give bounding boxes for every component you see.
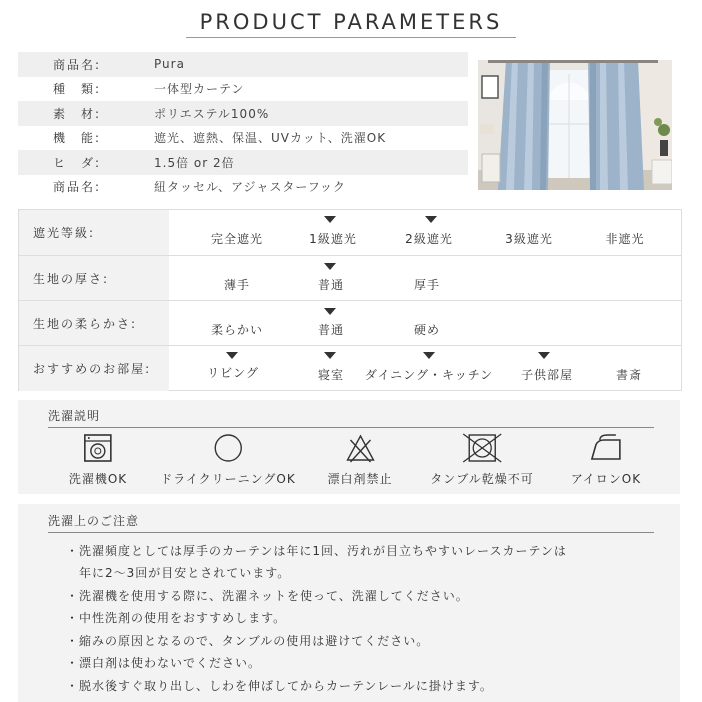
scale-option: 2級遮光 xyxy=(405,232,453,246)
spec-value: Pura xyxy=(154,57,185,72)
selected-marker-icon xyxy=(226,352,238,359)
scale-option: 硬め xyxy=(413,323,441,337)
spec-row-type xyxy=(18,77,468,102)
scale-option: 厚手 xyxy=(413,278,441,292)
scale-option: 非遮光 xyxy=(605,232,645,246)
spec-row-pleat xyxy=(18,150,468,175)
scale-label: 生地の厚さ: xyxy=(19,256,169,301)
notes-divider xyxy=(48,532,654,533)
spec-value: ポリエステル100% xyxy=(154,106,270,121)
scale-option: 寝室 xyxy=(317,368,345,382)
selected-marker-icon xyxy=(324,352,336,359)
spec-label: 種 類: xyxy=(52,82,102,97)
washing-divider xyxy=(48,427,654,428)
no-bleach-icon xyxy=(345,433,375,463)
product-photo xyxy=(478,60,672,190)
characteristics-table xyxy=(18,209,682,391)
spec-value: 1.5倍 or 2倍 xyxy=(154,155,235,170)
scale-row-softness xyxy=(19,300,681,346)
scale-option: 柔らかい xyxy=(210,323,264,337)
spec-row-function xyxy=(18,126,468,151)
scale-option: 普通 xyxy=(317,278,345,292)
note-line: ・漂白剤は使わないでください。 xyxy=(66,656,262,670)
scale-option: 完全遮光 xyxy=(210,232,264,246)
washing-section-title: 洗濯説明 xyxy=(48,409,101,423)
scale-label: 遮光等級: xyxy=(19,210,169,255)
scale-option: 薄手 xyxy=(223,278,251,292)
wash-item-no-bleach xyxy=(327,433,392,487)
page-title: PRODUCT PARAMETERS xyxy=(199,10,503,34)
scale-option: ダイニング・キッチン xyxy=(364,368,494,382)
scale-option: 1級遮光 xyxy=(309,232,357,246)
wash-item-no-tumble-dry xyxy=(430,433,534,487)
spec-row-material xyxy=(18,101,468,126)
wash-item-dry-clean xyxy=(160,433,295,487)
notes-section-title: 洗濯上のご注意 xyxy=(48,514,140,528)
spec-value: 紐タッセル、アジャスターフック xyxy=(154,180,346,195)
spec-label: 素 材: xyxy=(52,106,102,121)
spec-row-accessories xyxy=(18,175,468,200)
scale-label: おすすめのお部屋: xyxy=(19,346,169,391)
selected-marker-icon xyxy=(538,352,550,359)
no-tumble-dry-icon xyxy=(462,433,502,463)
wash-item-machine xyxy=(69,433,127,487)
scale-row-thickness xyxy=(19,255,681,301)
wash-label: 漂白剤禁止 xyxy=(327,472,393,486)
spec-row-product-name xyxy=(18,52,468,77)
dry-clean-icon xyxy=(213,433,243,463)
scale-row-blackout xyxy=(19,210,681,255)
selected-marker-icon xyxy=(423,352,435,359)
scale-option: リビング xyxy=(207,366,259,380)
washing-machine-icon xyxy=(83,433,113,463)
scale-option: 子供部屋 xyxy=(520,368,574,382)
scale-option: 3級遮光 xyxy=(505,232,553,246)
selected-marker-icon xyxy=(324,308,336,315)
selected-marker-icon xyxy=(324,216,336,223)
scale-row-room xyxy=(19,345,681,391)
spec-label: ヒ ダ: xyxy=(52,155,102,170)
wash-label: ドライクリーニングOK xyxy=(160,472,296,486)
selected-marker-icon xyxy=(324,263,336,270)
note-line: 年に2～3回が目安とされています。 xyxy=(66,566,291,580)
title-underline xyxy=(186,37,516,38)
selected-marker-icon xyxy=(425,216,437,223)
spec-value: 一体型カーテン xyxy=(154,82,245,97)
spec-label: 商品名: xyxy=(52,180,102,195)
note-line: ・脱水後すぐ取り出し、しわを伸ばしてからカーテンレールに掛けます。 xyxy=(66,679,493,693)
wash-label: アイロンOK xyxy=(570,472,642,486)
scale-label: 生地の柔らかさ: xyxy=(19,301,169,346)
note-line: ・縮みの原因となるので、タンブルの使用は避けてください。 xyxy=(66,634,430,648)
scale-option: 書斎 xyxy=(615,368,643,382)
note-line: ・中性洗剤の使用をおすすめします。 xyxy=(66,611,287,625)
wash-label: タンブル乾燥不可 xyxy=(430,472,534,486)
spec-label: 商品名: xyxy=(52,57,102,72)
note-line: ・洗濯機を使用する際に、洗濯ネットを使って、洗濯してください。 xyxy=(66,589,469,603)
note-line: ・洗濯頻度としては厚手のカーテンは年に1回、汚れが目立ちやすいレースカーテンは xyxy=(66,544,567,558)
scale-option: 普通 xyxy=(317,323,345,337)
wash-label: 洗濯機OK xyxy=(68,472,128,486)
wash-item-iron xyxy=(571,433,641,487)
iron-icon xyxy=(586,433,626,463)
spec-table xyxy=(18,52,468,199)
spec-label: 機 能: xyxy=(52,131,102,146)
spec-value: 遮光、遮熱、保温、UVカット、洗濯OK xyxy=(154,131,387,146)
